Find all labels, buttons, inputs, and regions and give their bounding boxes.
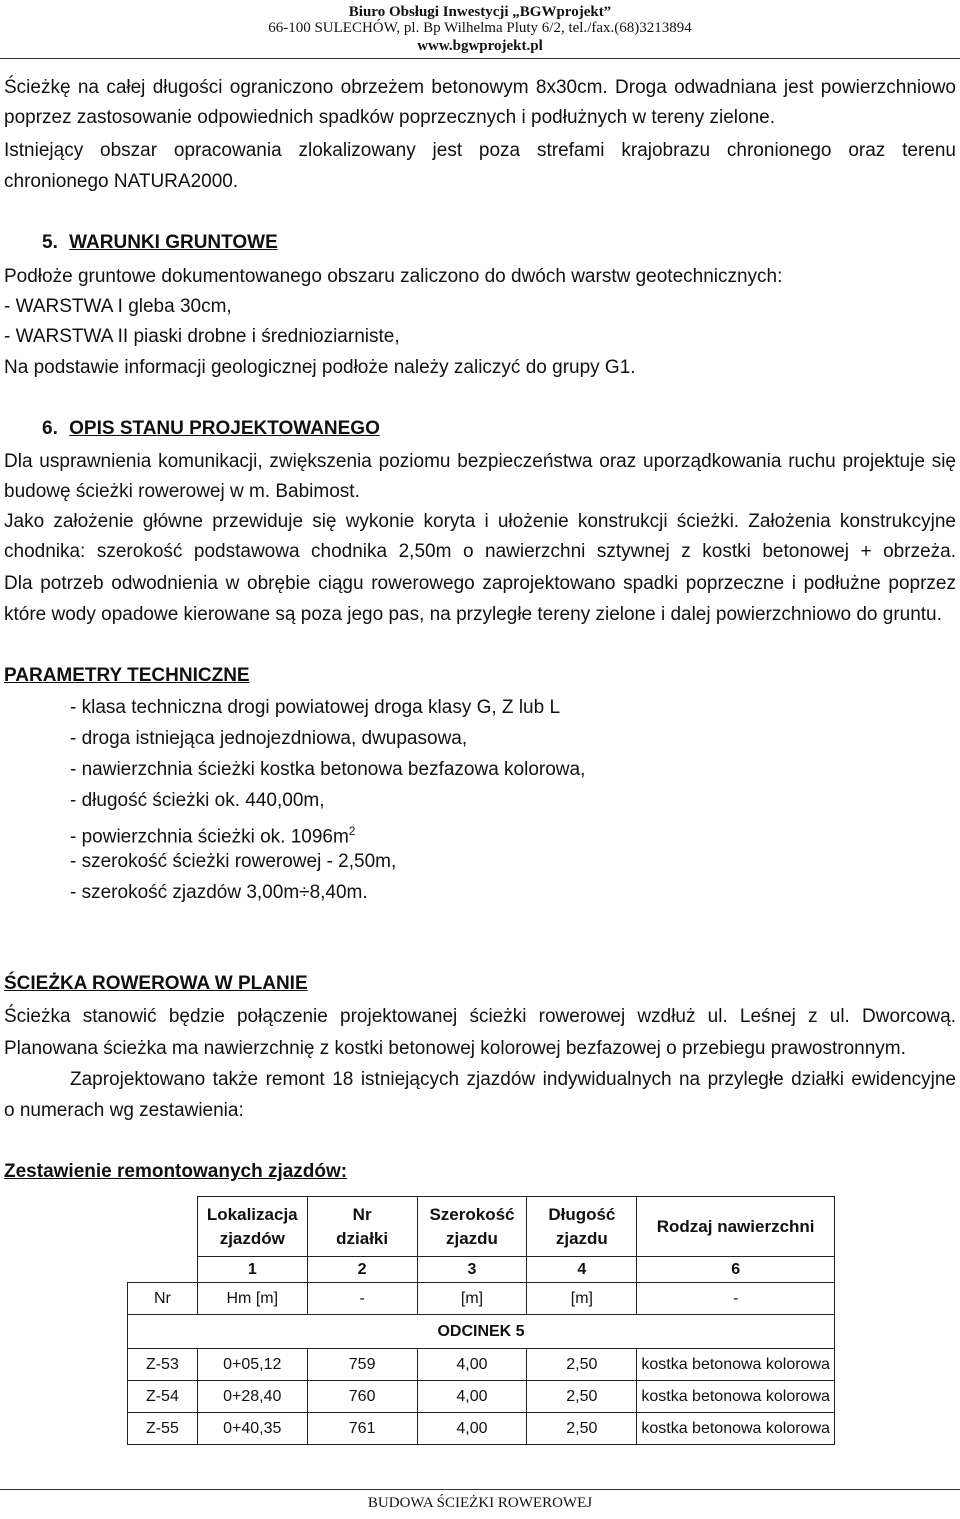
param-item: - nawierzchnia ścieżki kostka betonowa bezfazowa kolorowa, [70, 759, 586, 780]
colnum: 4 [527, 1257, 637, 1283]
param-item-area [70, 819, 355, 849]
cell-id: Z-55 [128, 1413, 198, 1445]
section-6-line-5: Dla potrzeb odwodnienia w obrębie ciągu rowerowego zaprojektowano spadki poprzeczne i podłużne poprzez [4, 573, 956, 594]
cell-location: 0+05,12 [197, 1349, 307, 1381]
section-5-number: 5. [42, 232, 58, 253]
cell-id: Z-54 [128, 1381, 198, 1413]
section-6-number: 6. [42, 418, 58, 439]
param-item: - długość ścieżki ok. 440,00m, [70, 790, 325, 811]
company-website: www.bgwprojekt.pl [417, 38, 543, 54]
table-row [128, 1349, 835, 1381]
cell-surface: kostka betonowa kolorowa [637, 1381, 835, 1413]
footer-divider [0, 1489, 960, 1490]
cell-id: Z-53 [128, 1349, 198, 1381]
table-units-row [128, 1283, 835, 1315]
section-6-title: OPIS STANU PROJEKTOWANEGO [69, 418, 380, 439]
cell-location: 0+40,35 [197, 1413, 307, 1445]
section-5-line-3: - WARSTWA II piaski drobne i średnioziarniste, [4, 326, 400, 347]
section-6-line-6: które wody opadowe kierowane są poza jego pas, na przyległe tereny zielone i dalej powierzchniowo do gruntu. [4, 604, 942, 625]
company-address: 66-100 SULECHÓW, pl. Bp Wilhelma Pluty 6/2, tel./fax.(68)3213894 [268, 20, 692, 36]
unit-cell: [m] [417, 1283, 527, 1315]
section-label: ODCINEK 5 [128, 1315, 835, 1349]
intro-line-2: poprzez zastosowanie odpowiednich spadków poprzecznych i podłużnych w tereny zielone. [4, 107, 776, 128]
company-name: Biuro Obsługi Inwestycji „BGWprojekt” [348, 4, 612, 20]
section-6-line-2: budowę ścieżki rowerowej w m. Babimost. [4, 481, 360, 502]
cell-length: 2,50 [527, 1349, 637, 1381]
header-length: Długość zjazdu [527, 1197, 637, 1257]
unit-cell: [m] [527, 1283, 637, 1315]
section-6-line-4: chodnika: szerokość podstawowa chodnika 2,50m o nawierzchni sztywnej z kostki betonowej + obrzeża. [4, 541, 956, 562]
section-5-line-1: Podłoże gruntowe dokumentowanego obszaru zaliczono do dwóch warstw geotechnicznych: [4, 266, 783, 287]
unit-cell: Hm [m] [197, 1283, 307, 1315]
cell-parcel: 760 [307, 1381, 417, 1413]
cell-width: 4,00 [417, 1381, 527, 1413]
params-title: PARAMETRY TECHNICZNE [4, 665, 250, 686]
unit-cell: - [307, 1283, 417, 1315]
cell-location: 0+28,40 [197, 1381, 307, 1413]
cell-length: 2,50 [527, 1413, 637, 1445]
param-item: - droga istniejąca jednojezdniowa, dwupasowa, [70, 728, 468, 749]
header-location: Lokalizacja zjazdów [197, 1197, 307, 1257]
section-6-line-1: Dla usprawnienia komunikacji, zwiększenia poziomu bezpieczeństwa oraz uporządkowania ruchu projektuje się [4, 451, 956, 472]
table-colnum-row [128, 1257, 835, 1283]
plan-line-1: Ścieżka stanowić będzie połączenie projektowanej ścieżki rowerowej wzdłuż ul. Leśnej z ul. Dworcową. [4, 1006, 956, 1027]
plan-line-2: Planowana ścieżka ma nawierzchnię z kostki betonowej kolorowej bezfazowej o przebiegu prawostronnym. [4, 1038, 906, 1059]
intro-line-3: Istniejący obszar opracowania zlokalizowany jest poza strefami krajobrazu chronionego oraz terenu [4, 140, 956, 161]
header-width: Szerokość zjazdu [417, 1197, 527, 1257]
section-5-line-2: - WARSTWA I gleba 30cm, [4, 296, 232, 317]
cell-parcel: 759 [307, 1349, 417, 1381]
header-surface: Rodzaj nawierzchni [637, 1197, 835, 1257]
table-section-row [128, 1315, 835, 1349]
colnum: 3 [417, 1257, 527, 1283]
header-parcel: Nr działki [307, 1197, 417, 1257]
plan-line-3: Zaprojektowano także remont 18 istniejących zjazdów indywidualnych na przyległe działki ewidencyjne [70, 1069, 956, 1090]
cell-surface: kostka betonowa kolorowa [637, 1413, 835, 1445]
section-5-heading [42, 231, 278, 255]
param-item: - klasa techniczna drogi powiatowej droga klasy G, Z lub L [70, 697, 561, 718]
colnum: 1 [197, 1257, 307, 1283]
param-item-area-text: - powierzchnia ścieżki ok. 1096m [70, 826, 349, 848]
table-row [128, 1413, 835, 1445]
table-header-row [128, 1197, 835, 1257]
section-6-line-3: Jako założenie główne przewiduje się wykonie koryta i ułożenie konstrukcji ścieżki. Założenia konstrukcyjne [4, 511, 956, 532]
param-item-area-sup: 2 [348, 824, 356, 838]
unit-cell: Nr [128, 1283, 198, 1315]
param-item: - szerokość ścieżki rowerowej - 2,50m, [70, 851, 397, 872]
cell-length: 2,50 [527, 1381, 637, 1413]
intro-line-1: Ścieżkę na całej długości ograniczono obrzeżem betonowym 8x30cm. Droga odwadniana jest powierzchniowo [4, 77, 956, 98]
table-title: Zestawienie remontowanych zjazdów: [4, 1161, 348, 1182]
empty-cell [128, 1257, 198, 1283]
colnum: 2 [307, 1257, 417, 1283]
cell-parcel: 761 [307, 1413, 417, 1445]
section-5-title: WARUNKI GRUNTOWE [69, 232, 278, 253]
unit-cell: - [637, 1283, 835, 1315]
section-5-line-4: Na podstawie informacji geologicznej podłoże należy zaliczyć do grupy G1. [4, 357, 636, 378]
intro-line-4: chronionego NATURA2000. [4, 171, 239, 192]
cell-surface: kostka betonowa kolorowa [637, 1349, 835, 1381]
driveways-table [127, 1196, 835, 1445]
empty-cell [128, 1197, 198, 1257]
plan-line-4: o numerach wg zestawienia: [4, 1100, 244, 1121]
page-footer: BUDOWA ŚCIEŻKI ROWEROWEJ [367, 1495, 593, 1511]
table-row [128, 1381, 835, 1413]
param-item: - szerokość zjazdów 3,00m÷8,40m. [70, 882, 368, 903]
header-divider [0, 58, 960, 59]
colnum: 6 [637, 1257, 835, 1283]
cell-width: 4,00 [417, 1349, 527, 1381]
section-6-heading [42, 417, 380, 441]
cell-width: 4,00 [417, 1413, 527, 1445]
plan-title: ŚCIEŻKA ROWEROWA W PLANIE [4, 973, 308, 994]
